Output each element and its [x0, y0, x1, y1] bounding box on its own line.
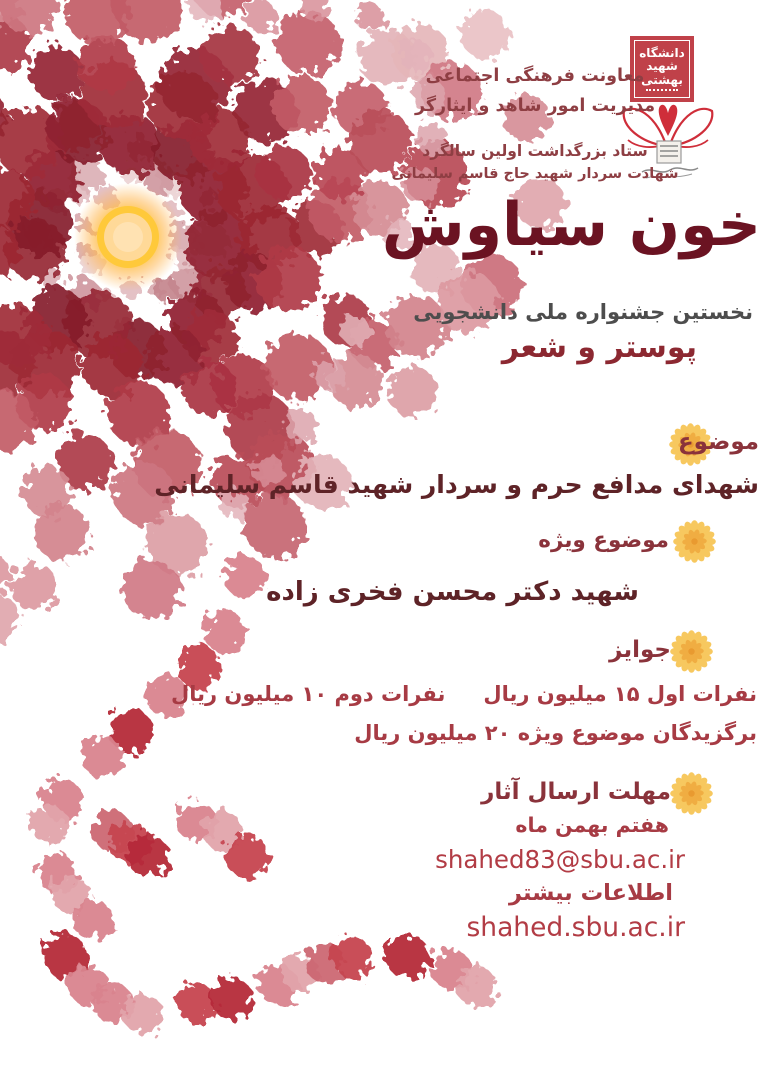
- flower-bullet-icon: [669, 771, 714, 816]
- special-topic-body: شهید دکتر محسن فخری زاده: [266, 577, 639, 607]
- seal-text-line: بهشتی: [641, 72, 683, 87]
- submission-email: shahed83@sbu.ac.ir: [435, 845, 685, 874]
- deadline-date: هفتم بهمن ماه: [515, 813, 669, 837]
- seal-text-line: دانشگاه: [639, 45, 685, 60]
- seal-dots: [646, 89, 678, 91]
- prizes-line-1: [171, 682, 757, 706]
- poster-category: پوستر و شعر: [501, 330, 697, 365]
- prize-first: نفرات اول ۱۵ میلیون ریال: [483, 682, 757, 706]
- flower-bullet-icon: [672, 519, 717, 564]
- seal-text-line: شهید: [646, 59, 678, 74]
- org-line-2: مدیریت امور شاهد و ایثارگر: [414, 96, 656, 116]
- section-heading-special-topic: موضوع ویژه: [538, 528, 669, 553]
- section-heading-prizes: جوایز: [609, 637, 671, 663]
- committee-line-2: شهادت سردار شهید حاج قاسم سلیمانی: [391, 166, 679, 182]
- poster-title: خون سیاوش: [381, 190, 761, 260]
- prize-second: نفرات دوم ۱۰ میلیون ریال: [171, 682, 446, 706]
- more-info-label: اطلاعات بیشتر: [509, 880, 673, 906]
- org-line-1: معاونت فرهنگی اجتماعی: [425, 66, 645, 86]
- poster-subtitle: نخستین جشنواره ملی دانشجویی: [413, 300, 753, 324]
- flower-bullet-icon: [669, 629, 714, 674]
- section-heading-deadline: مهلت ارسال آثار: [481, 779, 671, 805]
- website-url: shahed.sbu.ac.ir: [466, 912, 685, 943]
- section-heading-topic: موضوع: [677, 429, 759, 455]
- committee-line-1: ستاد بزرگداشت اولین سالگرد: [422, 142, 648, 160]
- topic-body: شهدای مدافع حرم و سردار شهید قاسم سلیمانی: [154, 470, 759, 499]
- prizes-line-2: برگزیدگان موضوع ویژه ۲۰ میلیون ریال: [354, 721, 757, 745]
